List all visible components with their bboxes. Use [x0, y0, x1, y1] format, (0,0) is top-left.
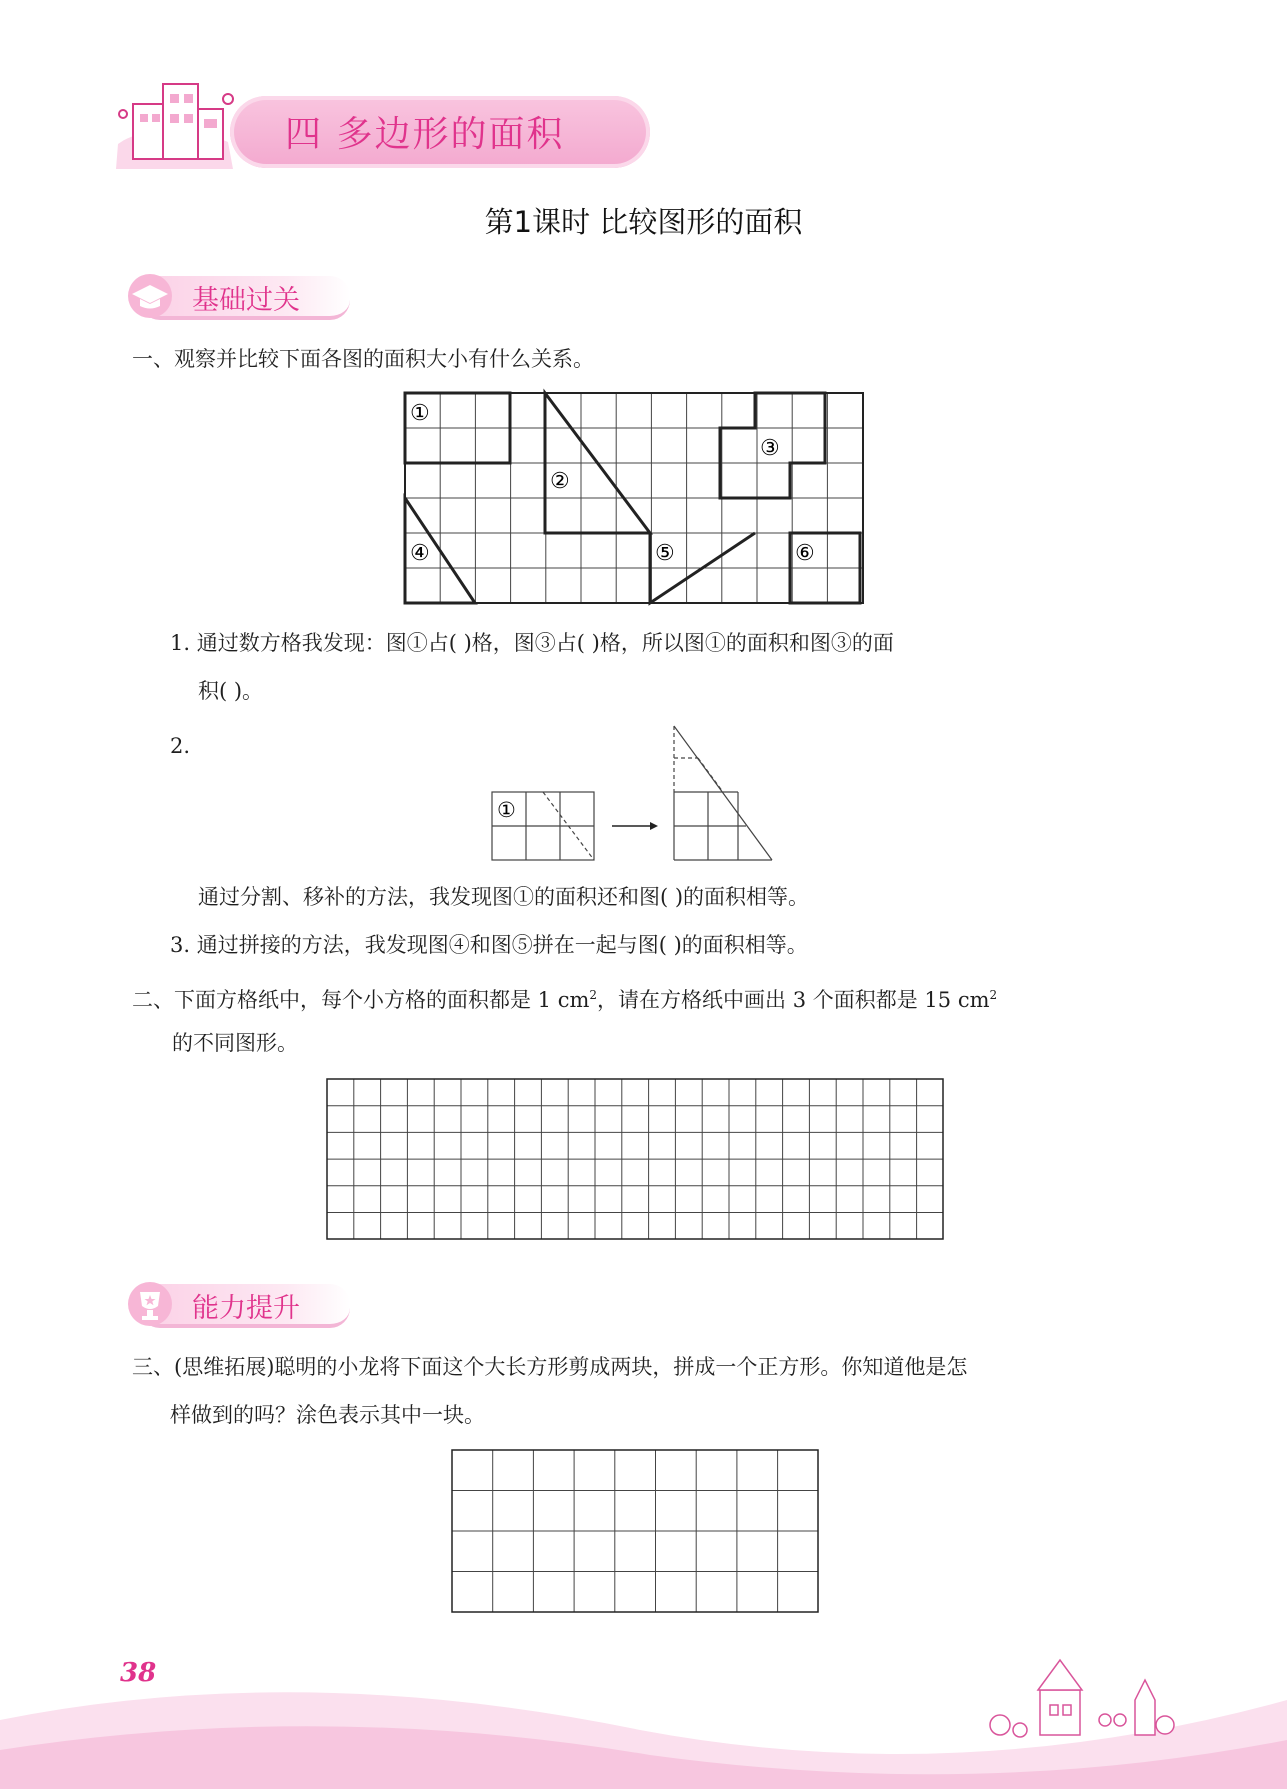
- question-1-sub1-line2: 积( )。: [198, 679, 264, 703]
- question-3-stem-line1: 三、(思维拓展)聪明的小龙将下面这个大长方形剪成两块，拼成一个正方形。你知道他是怎: [132, 1355, 968, 1379]
- question-2-stem-part-a: 二、下面方格纸中，每个小方格的面积都是 1 cm: [132, 988, 590, 1012]
- question-2-stem-line2: 的不同图形。: [172, 1031, 298, 1055]
- figure-1-label: ①: [410, 401, 430, 426]
- diagram-figure-1-label: ①: [497, 798, 516, 822]
- arrow-right-icon: [650, 822, 658, 830]
- rectangle-grid-9x4[interactable]: [450, 1448, 822, 1616]
- question-1-sub3-text: 3. 通过拼接的方法，我发现图④和图⑤拼在一起与图( )的面积相等。: [170, 933, 808, 957]
- figure-6-label: ⑥: [795, 541, 815, 566]
- drawing-grid-paper[interactable]: [326, 1078, 946, 1242]
- figure-4-label: ④: [410, 541, 430, 566]
- lesson-title: 第1课时 比较图形的面积: [484, 205, 803, 239]
- question-2-stem-part-b: ，请在方格纸中画出 3 个面积都是 15 cm: [597, 988, 990, 1012]
- section-label-basic: 基础过关: [192, 285, 300, 316]
- page-number: 38: [120, 1658, 157, 1688]
- graduation-cap-icon: [126, 272, 174, 320]
- question-1-stem: 一、观察并比较下面各图的面积大小有什么关系。: [132, 347, 594, 371]
- trophy-icon: [126, 1280, 174, 1328]
- question-2-stem-line1: [132, 980, 997, 1015]
- figure-2-label: ②: [550, 469, 570, 494]
- castle-illustration-icon: [960, 1650, 1180, 1740]
- building-illustration-icon: [108, 74, 248, 174]
- superscript-2: 2: [589, 988, 598, 1002]
- superscript-2-b: 2: [989, 988, 998, 1002]
- figures-grid: [400, 388, 870, 608]
- question-3-stem-line2: 样做到的吗？涂色表示其中一块。: [170, 1403, 485, 1427]
- figure-3-label: ③: [760, 436, 780, 461]
- question-1-sub1-line1: 1. 通过数方格我发现：图①占( )格，图③占( )格，所以图①的面积和图③的面: [170, 631, 894, 655]
- question-1-sub2-text: 通过分割、移补的方法，我发现图①的面积还和图( )的面积相等。: [198, 885, 810, 909]
- chapter-title: 四 多边形的面积: [285, 114, 565, 155]
- section-label-advanced: 能力提升: [192, 1293, 300, 1324]
- cut-and-move-diagram: [488, 724, 778, 864]
- figure-5-label: ⑤: [655, 541, 675, 566]
- question-1-sub2-number: 2.: [170, 734, 191, 758]
